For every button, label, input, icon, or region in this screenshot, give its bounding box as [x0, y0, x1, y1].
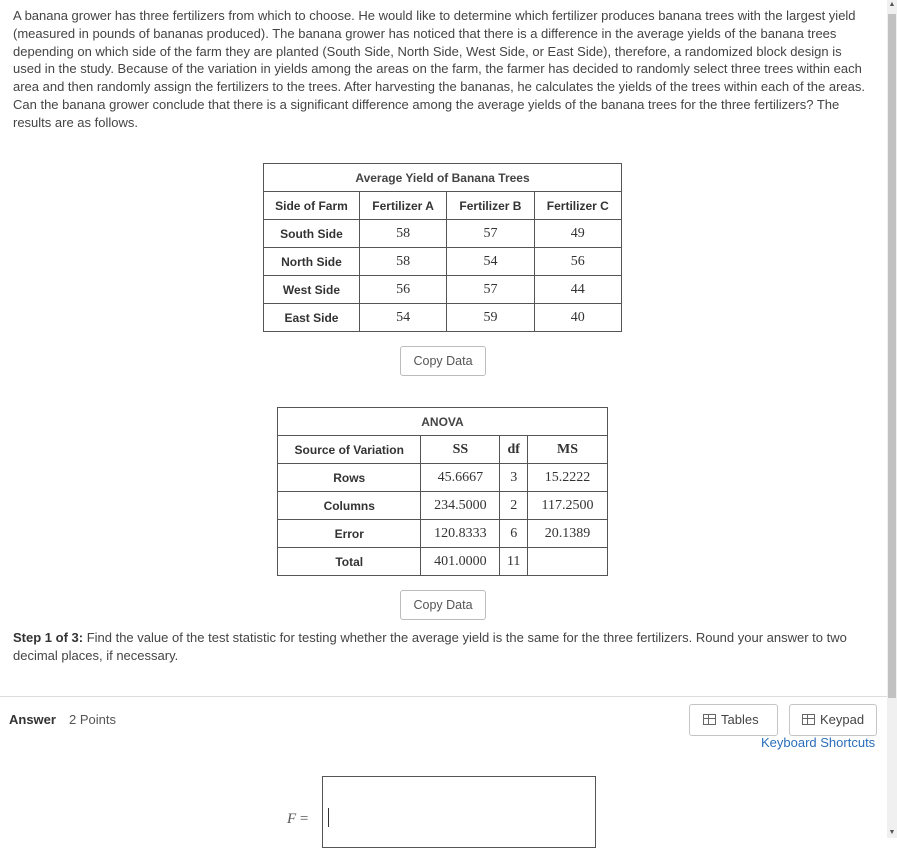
- yield-header-side: Side of Farm: [264, 192, 360, 220]
- yield-cell: 59: [447, 304, 534, 332]
- tables-button[interactable]: [689, 704, 778, 736]
- ss-cell: 234.5000: [421, 492, 500, 520]
- row-label: East Side: [264, 304, 360, 332]
- tables-button-label: Tables: [721, 712, 759, 727]
- table-row: [278, 520, 608, 548]
- table-row: [278, 464, 608, 492]
- ss-cell: 120.8333: [421, 520, 500, 548]
- scroll-up-arrow-icon[interactable]: ▲: [888, 1, 896, 8]
- scrollbar[interactable]: [887, 0, 897, 838]
- yield-cell: 56: [534, 248, 621, 276]
- yield-cell: 56: [359, 276, 446, 304]
- row-label: Rows: [278, 464, 421, 492]
- f-statistic-label: [287, 811, 308, 828]
- yield-cell: 40: [534, 304, 621, 332]
- table-row: [278, 548, 608, 576]
- table-icon: [690, 712, 721, 727]
- table-row: [278, 492, 608, 520]
- scroll-thumb[interactable]: [888, 14, 896, 698]
- step-text: Find the value of the test statistic for testing whether the average yield is the same for the three fertilizers. Round your answer to two decimal places, if necessary.: [13, 630, 847, 663]
- yield-header-b: Fertilizer B: [447, 192, 534, 220]
- row-label: Error: [278, 520, 421, 548]
- ms-cell: 20.1389: [528, 520, 608, 548]
- yield-table: [263, 163, 622, 332]
- df-cell: 6: [500, 520, 528, 548]
- anova-header-ms: MS: [528, 436, 608, 464]
- answer-input[interactable]: [322, 776, 596, 848]
- section-divider: [0, 696, 887, 697]
- yield-cell: 57: [447, 276, 534, 304]
- step-instruction: [13, 629, 873, 665]
- yield-cell: 57: [447, 220, 534, 248]
- anova-header-df: df: [500, 436, 528, 464]
- copy-data-button[interactable]: Copy Data: [400, 590, 486, 620]
- problem-statement: A banana grower has three fertilizers from which to choose. He would like to determine which fertilizer produces banana trees with the largest yield (measured in pounds of bananas produced). The banana grower has noticed that there is a difference in the average yields of the banana trees depending on which side of the farm they are planted (South Side, North Side, West Side, or East Side), therefore, a randomized block design is used in the study. Because of the variation in yields among the areas on the farm, the farmer has decided to randomly select three trees within each area and then randomly assign the fertilizers to the trees. After harvesting the bananas, he calculates the yields of the trees within each of the areas. Can the banana grower conclude that there is a significant difference among the average yields of the banana trees for the three fertilizers? The results are as follows.: [13, 8, 865, 130]
- ss-cell: 401.0000: [421, 548, 500, 576]
- text-cursor: [328, 808, 329, 827]
- ss-cell: 45.6667: [421, 464, 500, 492]
- step-prefix: Step 1 of 3:: [13, 630, 84, 645]
- keypad-button-label: Keypad: [820, 712, 865, 727]
- anova-header-source: Source of Variation: [278, 436, 421, 464]
- ms-cell: [528, 548, 608, 576]
- anova-header-ss: SS: [421, 436, 500, 464]
- keyboard-shortcuts-link[interactable]: Keyboard Shortcuts: [761, 735, 876, 750]
- df-cell: 2: [500, 492, 528, 520]
- yield-cell: 44: [534, 276, 621, 304]
- row-label: South Side: [264, 220, 360, 248]
- scroll-down-arrow-icon[interactable]: ▼: [888, 829, 896, 836]
- df-cell: 11: [500, 548, 528, 576]
- answer-label: Answer: [9, 712, 56, 727]
- row-label: North Side: [264, 248, 360, 276]
- yield-header-c: Fertilizer C: [534, 192, 621, 220]
- equals-sign: =: [299, 811, 309, 827]
- row-label: Columns: [278, 492, 421, 520]
- ms-cell: 117.2500: [528, 492, 608, 520]
- yield-table-title: Average Yield of Banana Trees: [264, 164, 622, 192]
- f-variable: F: [287, 811, 297, 827]
- yield-cell: 49: [534, 220, 621, 248]
- table-row: [264, 304, 622, 332]
- row-label: West Side: [264, 276, 360, 304]
- anova-table: [277, 407, 608, 576]
- yield-cell: 54: [359, 304, 446, 332]
- yield-header-a: Fertilizer A: [359, 192, 446, 220]
- keypad-button[interactable]: [789, 704, 877, 736]
- yield-cell: 58: [359, 220, 446, 248]
- points-label: 2 Points: [69, 712, 116, 727]
- df-cell: 3: [500, 464, 528, 492]
- keypad-icon: [790, 712, 820, 727]
- ms-cell: 15.2222: [528, 464, 608, 492]
- row-label: Total: [278, 548, 421, 576]
- table-row: [264, 248, 622, 276]
- copy-data-button[interactable]: Copy Data: [400, 346, 486, 376]
- yield-cell: 58: [359, 248, 446, 276]
- yield-cell: 54: [447, 248, 534, 276]
- table-row: [264, 220, 622, 248]
- anova-table-title: ANOVA: [278, 408, 608, 436]
- table-row: [264, 276, 622, 304]
